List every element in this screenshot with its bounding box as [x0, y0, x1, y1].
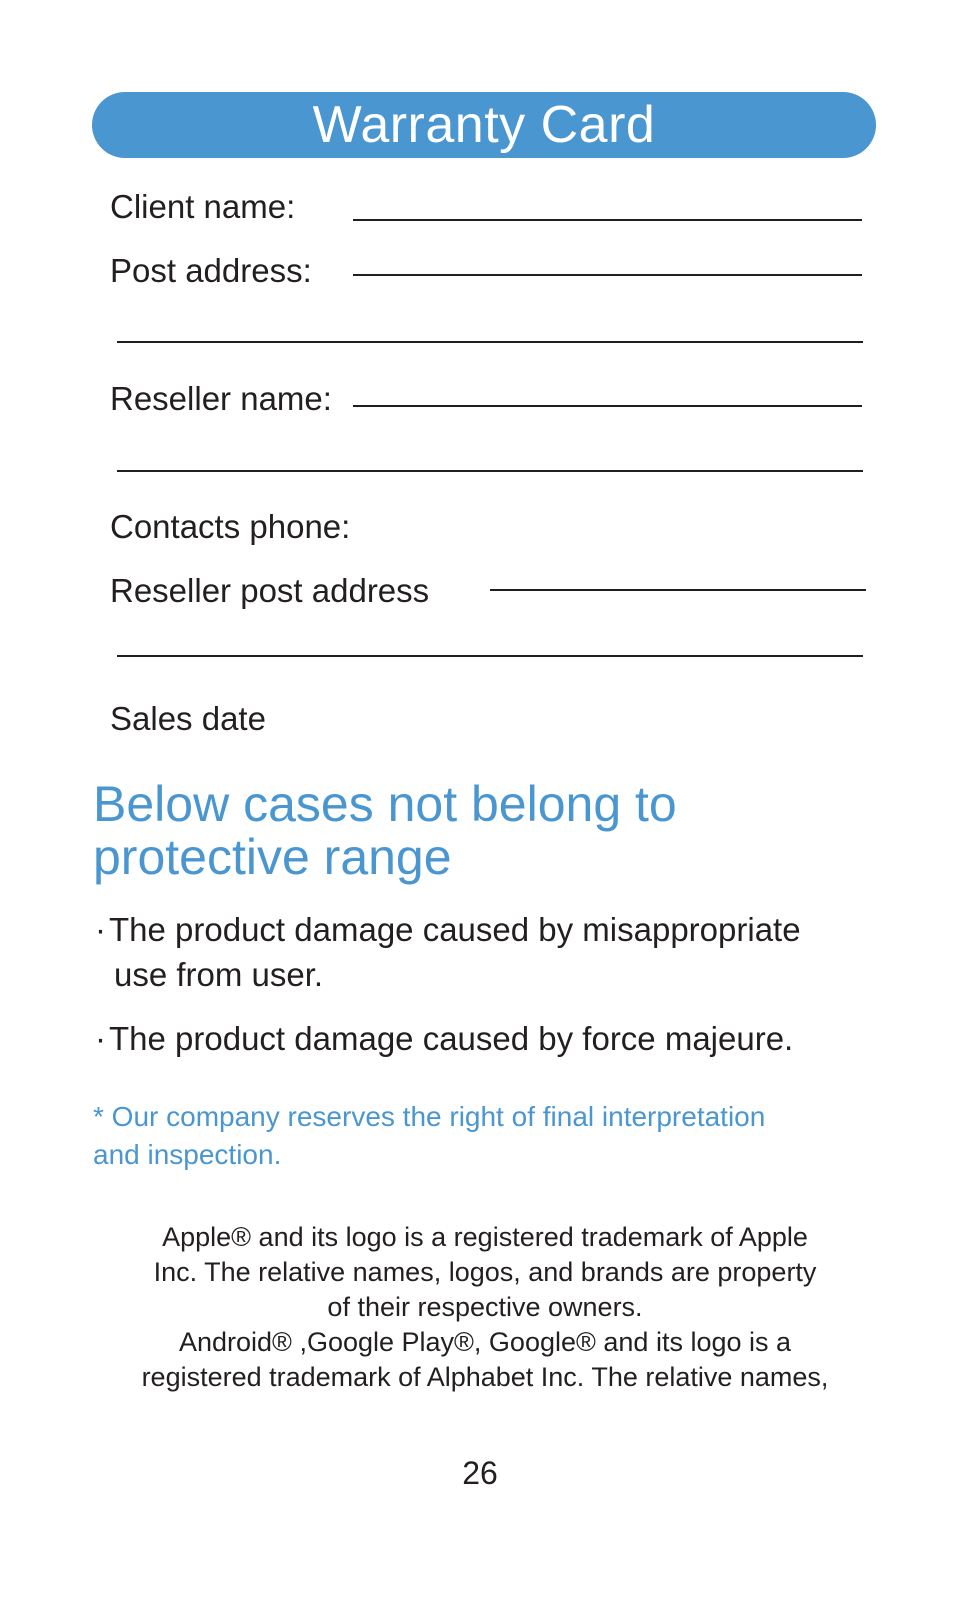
- exclusions-heading: [93, 778, 893, 884]
- trademark-line-5: registered trademark of Alphabet Inc. The relative names,: [141, 1362, 829, 1392]
- trademark-line-4: Android® ,Google Play®, Google® and its logo is a: [178, 1327, 792, 1357]
- reseller-name-field-line-2[interactable]: [117, 470, 863, 472]
- trademark-line-2: Inc. The relative names, logos, and brands are property: [153, 1257, 817, 1287]
- page-title: Warranty Card: [312, 96, 656, 154]
- exclusion-item-1-continuation: use from user.: [114, 956, 324, 993]
- exclusion-item-1: [95, 907, 801, 997]
- reseller-name-field[interactable]: [353, 405, 862, 407]
- client-name-field[interactable]: [353, 219, 862, 221]
- exclusion-item-2: [95, 1016, 793, 1061]
- interpretation-note: [93, 1098, 893, 1174]
- post-address-field-line-2[interactable]: [117, 341, 863, 343]
- exclusion-item-2-text: The product damage caused by force majeure.: [109, 1020, 794, 1057]
- reseller-name-label: Reseller name:: [110, 380, 332, 417]
- reseller-post-address-field-line-2[interactable]: [117, 655, 863, 657]
- page-number: 26: [462, 1455, 498, 1491]
- contacts-phone-label: Contacts phone:: [110, 508, 351, 545]
- note-line-1: * Our company reserves the right of final interpretation: [93, 1101, 766, 1132]
- exclusions-heading-line-1: Below cases not belong to: [93, 776, 677, 832]
- bullet-icon: ·: [95, 1020, 106, 1057]
- trademark-notice: [60, 1220, 910, 1395]
- bullet-icon: ·: [95, 911, 106, 948]
- post-address-field[interactable]: [353, 274, 862, 276]
- trademark-line-3: of their respective owners.: [327, 1292, 643, 1322]
- trademark-line-1: Apple® and its logo is a registered trademark of Apple: [162, 1222, 808, 1252]
- reseller-post-address-label: Reseller post address: [110, 572, 430, 609]
- warranty-card-banner: [92, 92, 876, 158]
- note-line-2: and inspection.: [93, 1139, 282, 1170]
- reseller-post-address-field[interactable]: [490, 589, 866, 591]
- post-address-label: Post address:: [110, 252, 312, 289]
- client-name-label: Client name:: [110, 188, 296, 225]
- sales-date-label: Sales date: [110, 700, 266, 737]
- exclusions-heading-line-2: protective range: [93, 829, 452, 885]
- exclusion-item-1-text: The product damage caused by misappropriate: [109, 911, 801, 948]
